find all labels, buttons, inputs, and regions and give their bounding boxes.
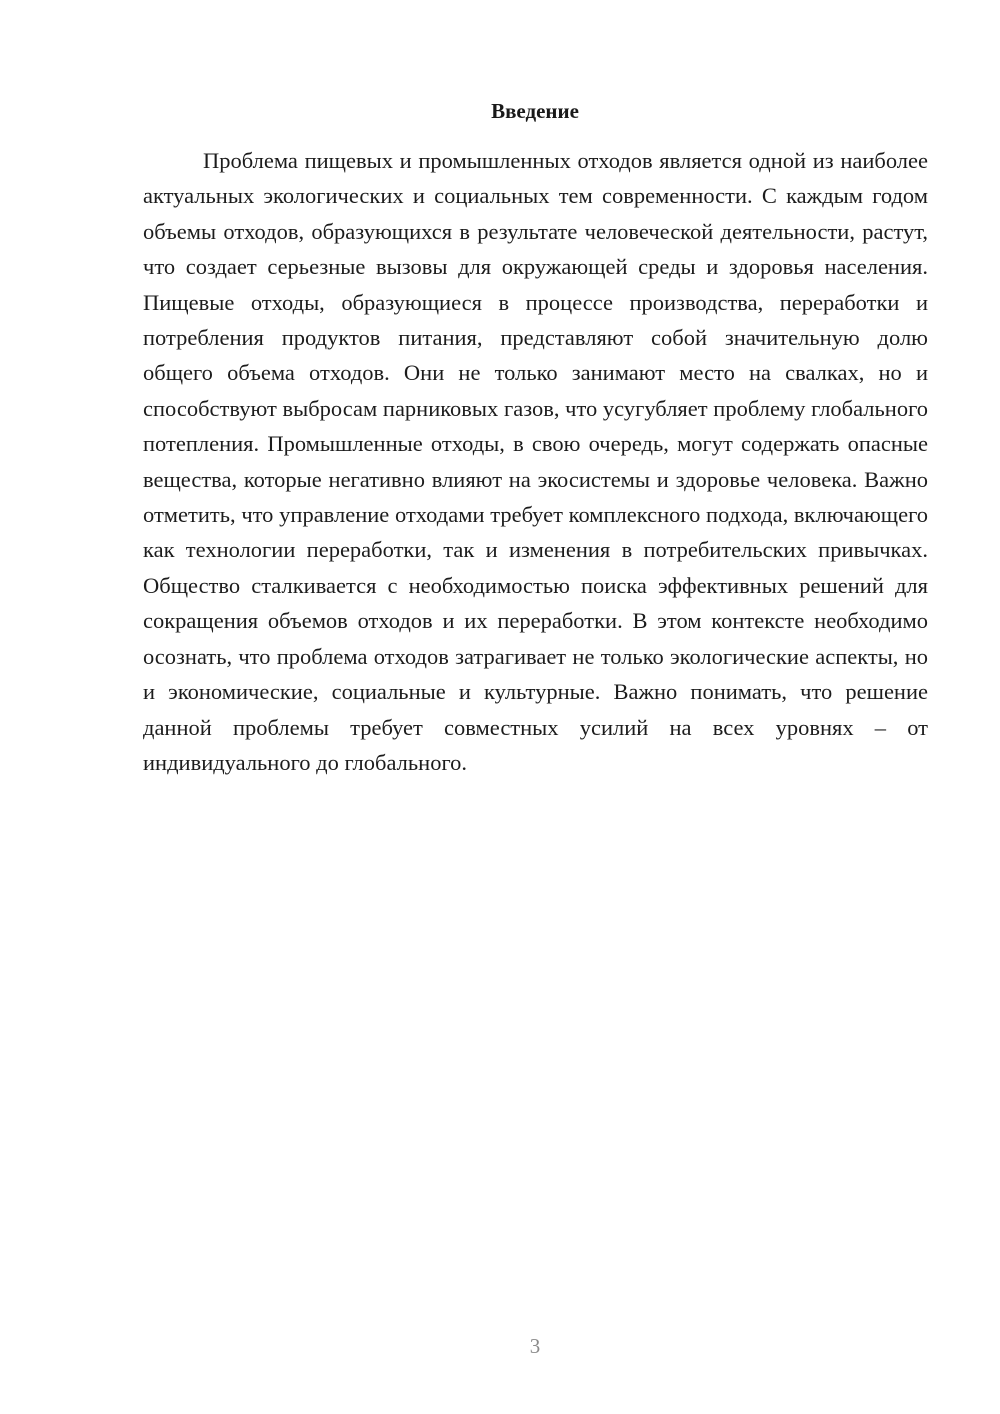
body-paragraph: Проблема пищевых и промышленных отходов является одной из наиболее актуальных экологических и социальных тем современности. С каждым годом объемы отходов, образующихся в результате человеческой деятельности, растут, что создает серьезные вызовы для окружающей среды и здоровья населения. Пищевые отходы, образующиеся в процессе производства, переработки и потребления продуктов питания, представляют собой значительную долю общего объема отходов. Они не только занимают место на свалках, но и способствуют выбросам парниковых газов, что усугубляет проблему глобального потепления. Промышленные отходы, в свою очередь, могут содержать опасные вещества, которые негативно влияют на экосистемы и здоровье человека. Важно отметить, что управление отходами требует комплексного подхода, включающего как технологии переработки, так и изменения в потребительских привычках. Общество сталкивается с необходимостью поиска эффективных решений для сокращения объемов отходов и их переработки. В этом контексте необходимо осознать, что проблема отходов затрагивает не только экологические аспекты, но и экономические, социальные и культурные. Важно понимать, что решение данной проблемы требует совместных усилий на всех уровнях – от индивидуального до глобального. [143,148,928,775]
page-number: 3 [529,1334,541,1358]
section-heading: Введение [491,99,579,123]
